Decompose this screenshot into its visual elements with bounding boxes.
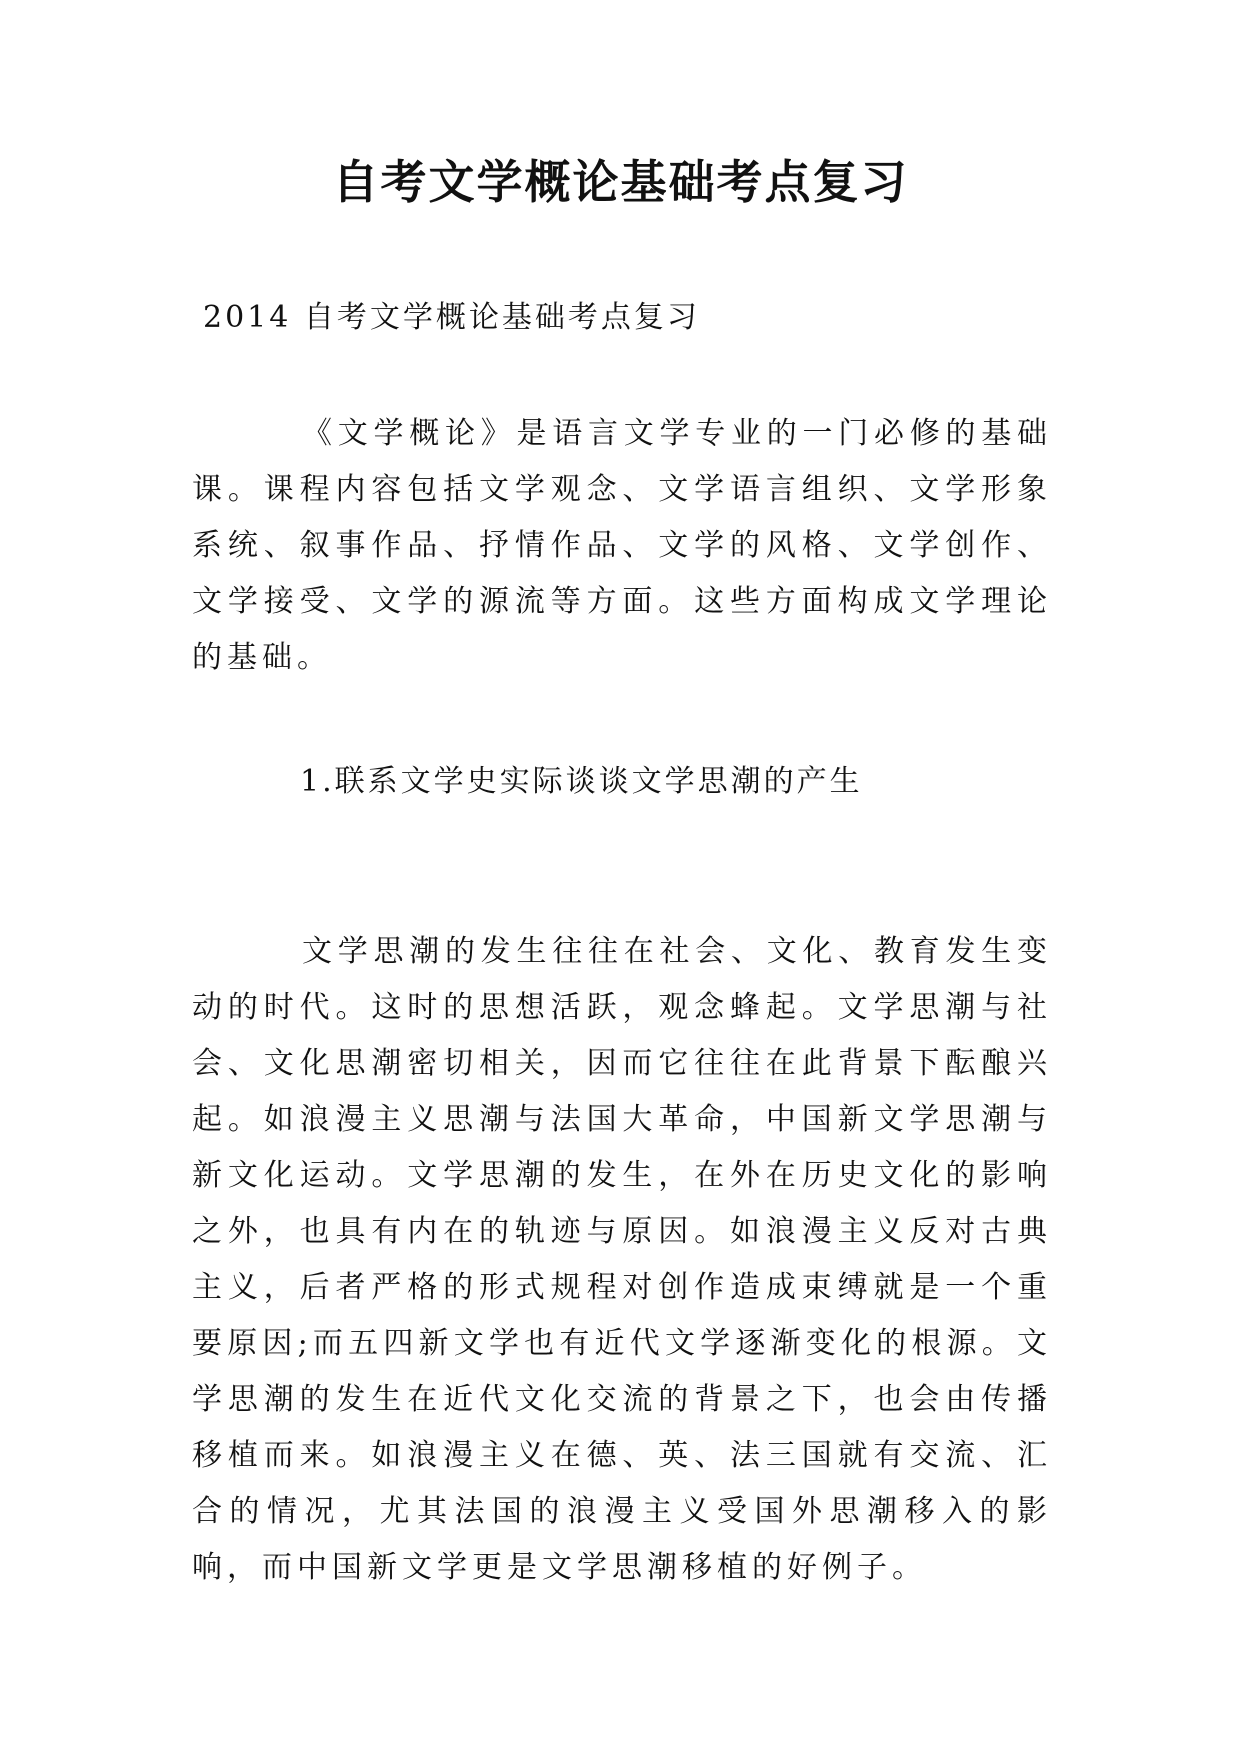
section-body-paragraph: 文学思潮的发生往往在社会、文化、教育发生变动的时代。这时的思想活跃，观念蜂起。文学思潮与社会、文化思潮密切相关，因而它往往在此背景下酝酿兴起。如浪漫主义思潮与法国大革命，中国新文学思潮与新文化运动。文学思潮的发生，在外在历史文化的影响之外，也具有内在的轨迹与原因。如浪漫主义反对古典主义，后者严格的形式规程对创作造成束缚就是一个重要原因;而五四新文学也有近代文学逐渐变化的根源。文学思潮的发生在近代文化交流的背景之下，也会由传播移植而来。如浪漫主义在德、英、法三国就有交流、汇合的情况，尤其法国的浪漫主义受国外思潮移入的影响，而中国新文学更是文学思潮移植的好例子。 (192, 934, 1052, 1585)
page-title: 自考文学概论基础考点复习 (332, 155, 909, 209)
section-heading: 1.联系文学史实际谈谈文学思潮的产生 (300, 764, 863, 799)
document-subtitle: 2014 自考文学概论基础考点复习 (203, 300, 700, 335)
intro-paragraph: 《文学概论》是语言文学专业的一门必修的基础课。课程内容包括文学观念、文学语言组织、文学形象系统、叙事作品、抒情作品、文学的风格、文学创作、文学接受、文学的源流等方面。这些方面构成文学理论的基础。 (192, 416, 1052, 675)
